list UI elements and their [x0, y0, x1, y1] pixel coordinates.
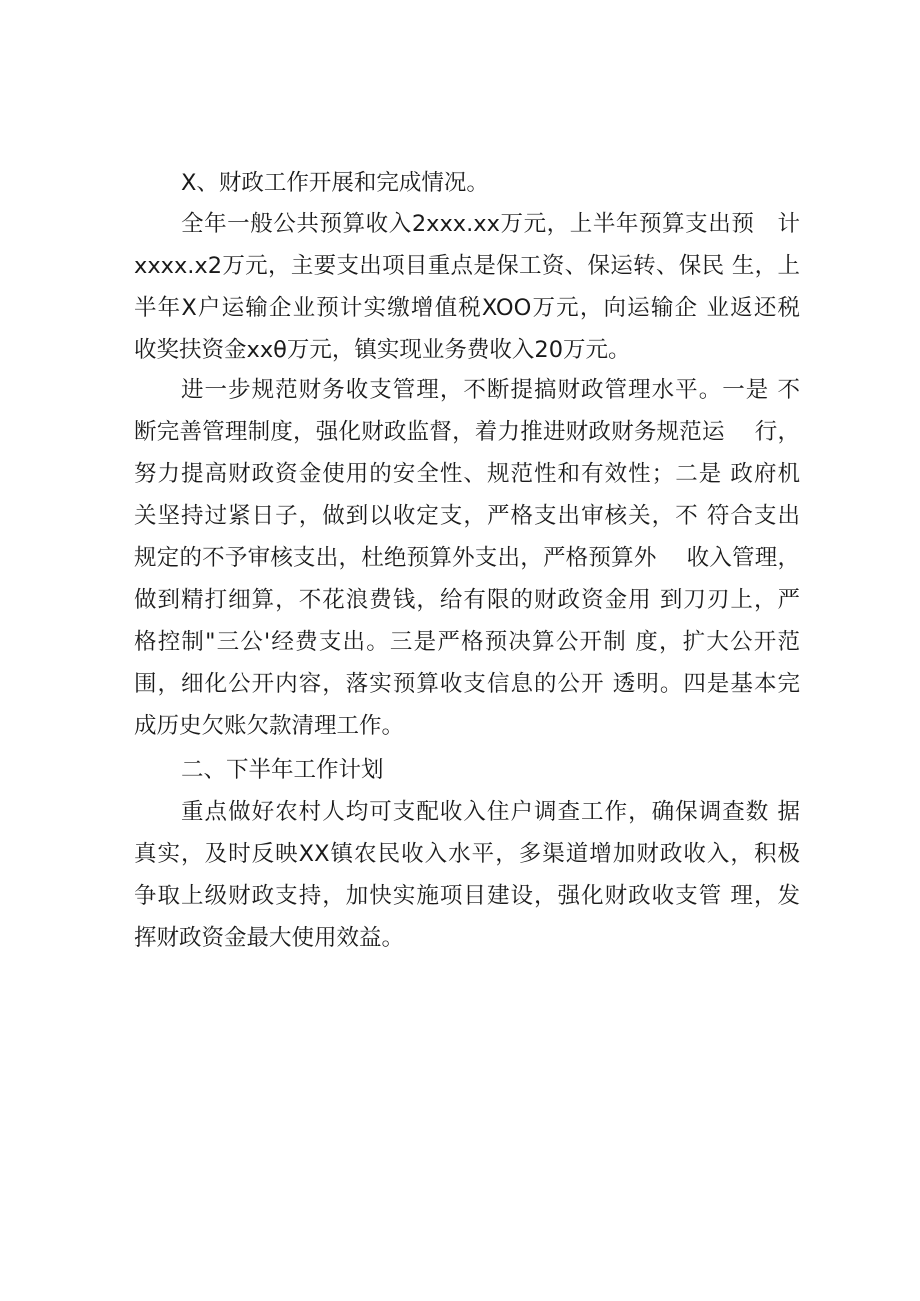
paragraph-2-line-1: 进一步规范财务收支管理，不断提搞财政管理水平。一是 不 [181, 377, 800, 403]
paragraph-1-line-3: 半年X户运输企业预计实缴增值税XOO万元，向运输企 业返还税 [134, 295, 800, 321]
paragraph-2-line-4: 关坚持过紧日子，做到以收定支，严格支出审核关，不 符合支出 [134, 503, 800, 529]
paragraph-2-line-3: 努力提高财政资金使用的安全性、规范性和有效性；二是 政府机 [134, 461, 800, 487]
paragraph-1-line-2: xxxx.x2万元，主要支出项目重点是保工资、保运转、保民 生，上 [134, 253, 800, 279]
section-heading-1: X、财政工作开展和完成情况。 [181, 170, 489, 196]
paragraph-1-line-4: 收奖扶资金xxθ万元，镇实现业务费收入20万元。 [134, 337, 631, 363]
paragraph-3-line-4: 挥财政资金最大使用效益。 [134, 925, 405, 951]
paragraph-3-line-3: 争取上级财政支持，加快实施项目建设，强化财政收支管 理，发 [134, 883, 800, 909]
paragraph-3-line-2: 真实，及时反映XX镇农民收入水平，多渠道增加财政收入，积极 [134, 841, 800, 867]
paragraph-3-line-1: 重点做好农村人均可支配收入住户调查工作，确保调查数 据 [181, 799, 800, 825]
paragraph-2-line-2: 断完善管理制度，强化财政监督，着力推进财政财务规范运 行， [134, 419, 800, 445]
section-heading-2: 二、下半年工作计划 [181, 757, 384, 783]
paragraph-2-line-5: 规定的不予审核支出，杜绝预算外支出，严格预算外 收入管理， [134, 545, 800, 571]
paragraph-2-line-8: 围，细化公开内容，落实预算收支信息的公开 透明。四是基本完 [134, 671, 800, 697]
paragraph-1-line-1: 全年一般公共预算收入2xxx.xx万元，上半年预算支出预 计 [181, 211, 800, 237]
paragraph-2-line-6: 做到精打细算，不花浪费钱，给有限的财政资金用 到刀刃上，严 [134, 587, 800, 613]
paragraph-2-line-7: 格控制"三公'经费支出。三是严格预决算公开制 度，扩大公开范 [134, 629, 800, 655]
paragraph-2-line-9: 成历史欠账欠款清理工作。 [134, 713, 405, 739]
